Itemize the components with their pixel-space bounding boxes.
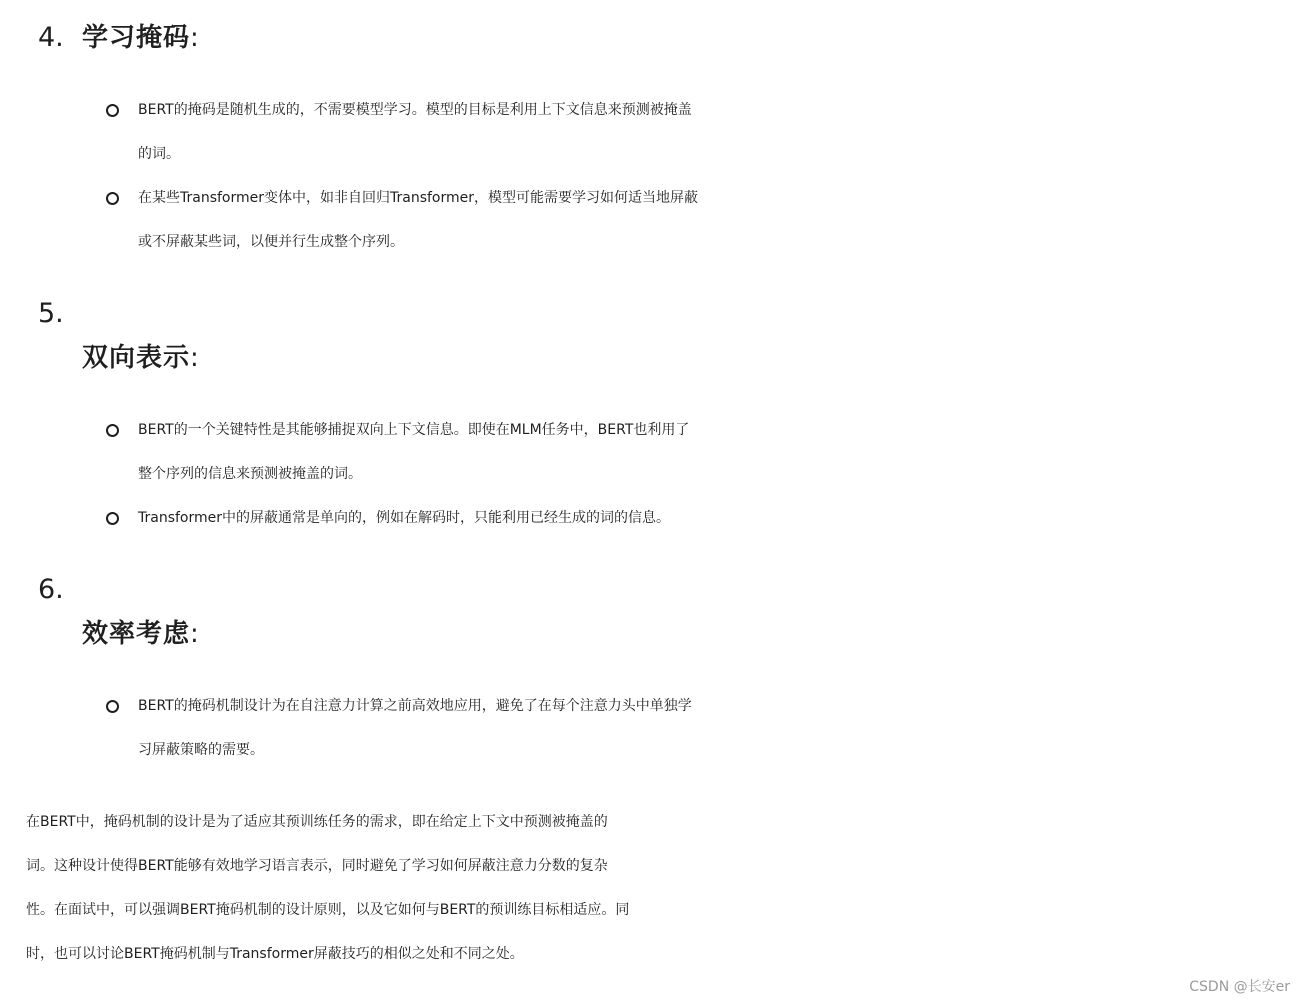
heading-colon: : — [190, 343, 200, 373]
section-heading — [82, 612, 200, 656]
bullet-item — [0, 176, 1306, 264]
watermark: CSDN @长安er — [1189, 979, 1290, 995]
section-title: 效率考虑 — [82, 619, 191, 649]
bullet-list — [0, 408, 1306, 540]
section-heading — [82, 16, 200, 60]
bullet-line: 习屏蔽策略的需要。 — [138, 742, 264, 758]
list-number: 5. — [38, 298, 64, 329]
section-title: 双向表示 — [82, 343, 191, 373]
bullet-line: 整个序列的信息来预测被掩盖的词。 — [138, 466, 362, 482]
bullet-icon — [106, 192, 119, 205]
bullet-item — [0, 684, 1306, 772]
bullet-line: Transformer中的屏蔽通常是单向的，例如在解码时，只能利用已经生成的词的信息。 — [138, 510, 671, 526]
bullet-icon — [106, 512, 119, 525]
bullet-line: BERT的掩码是随机生成的，不需要模型学习。模型的目标是利用上下文信息来预测被掩盖 — [138, 102, 692, 118]
paragraph-line: 词。这种设计使得BERT能够有效地学习语言表示，同时避免了学习如何屏蔽注意力分数的复杂 — [26, 858, 608, 874]
bullet-line: 的词。 — [138, 146, 180, 162]
bullet-line: BERT的一个关键特性是其能够捕捉双向上下文信息。即使在MLM任务中，BERT也利用了 — [138, 422, 690, 438]
paragraph-line: 性。在面试中，可以强调BERT掩码机制的设计原则，以及它如何与BERT的预训练目标相适应。同 — [26, 902, 630, 918]
bullet-line: 在某些Transformer变体中，如非自回归Transformer，模型可能需要学习如何适当地屏蔽 — [138, 190, 699, 206]
bullet-item — [0, 408, 1306, 496]
section-title: 学习掩码 — [82, 23, 191, 53]
paragraph-line: 时，也可以讨论BERT掩码机制与Transformer屏蔽技巧的相似之处和不同之处。 — [26, 946, 524, 962]
bullet-line: BERT的掩码机制设计为在自注意力计算之前高效地应用，避免了在每个注意力头中单独学 — [138, 698, 692, 714]
summary-paragraph — [26, 800, 1306, 976]
bullet-list — [0, 684, 1306, 772]
paragraph-line: 在BERT中，掩码机制的设计是为了适应其预训练任务的需求，即在给定上下文中预测被掩盖的 — [26, 814, 608, 830]
bullet-list — [0, 88, 1306, 264]
heading-colon: : — [190, 619, 200, 649]
list-number: 4. — [38, 22, 64, 53]
bullet-icon — [106, 104, 119, 117]
section-heading — [82, 336, 200, 380]
heading-colon: : — [190, 23, 200, 53]
bullet-item — [0, 88, 1306, 176]
bullet-item — [0, 496, 1306, 540]
bullet-icon — [106, 700, 119, 713]
bullet-line: 或不屏蔽某些词，以便并行生成整个序列。 — [138, 234, 404, 250]
list-number: 6. — [38, 574, 64, 605]
bullet-icon — [106, 424, 119, 437]
